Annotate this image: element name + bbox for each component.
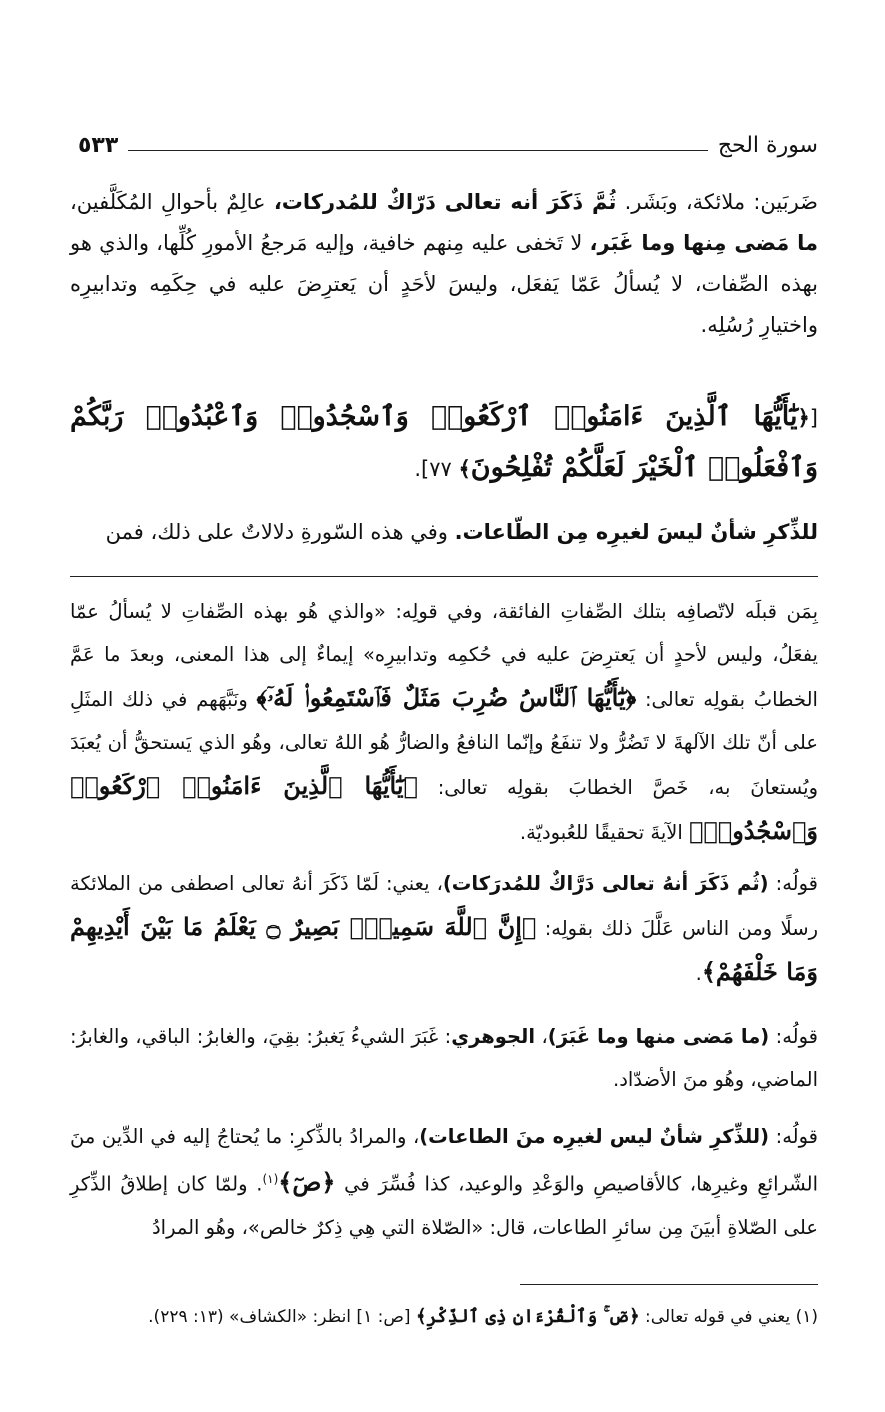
commentary-paragraph-3 <box>70 1015 818 1101</box>
c2-text-3: . <box>695 962 702 985</box>
c4-verse: ﴿صٓ﴾ <box>278 1167 336 1197</box>
c1-verse-1: ﴿يَٰٓأَيُّهَا ٱلنَّاسُ ضُرِبَ مَثَلٌ فَٱسْتَمِعُوا۟ لَهُۥٓ﴾ <box>256 683 637 712</box>
footnote <box>70 1302 818 1332</box>
c2-text-1: قولُه: <box>768 872 818 895</box>
c2-text-2: ، يعني: لَمّا ذَكَرَ أنهُ تعالى اصطفى من الملائكة رسلًا ومن الناس عَلَّلَ ذلك بقولِه: <box>70 872 819 940</box>
c4-text-1: قولُه: <box>769 1125 818 1148</box>
c4-bold: (للذِّكرِ شأنٌ ليس لغيرِه منَ الطاعات) <box>419 1125 770 1148</box>
surah-title: سورة الحج <box>717 133 818 158</box>
footnote-separator <box>520 1284 818 1285</box>
c1-text-3: الآيةَ تحقيقًا للعُبوديّة. <box>519 821 689 844</box>
c3-text-3: : غَبَرَ الشيءُ يَغبرُ: بقِيَ، والغابرُ: الباقي، والغابرُ: الماضي، وهُو منَ الأضدّاد. <box>70 1025 818 1091</box>
commentary-separator <box>70 576 818 577</box>
c1-verse-2: ﴿يَٰٓأَيُّهَا ٱلَّذِينَ ءَامَنُوا۟ ٱرْكَعُوا۟ وَٱسْجُدُوا۟﴾ <box>70 771 818 845</box>
c1-text-1: بِمَن قبلَه لاتّصافِه بتلك الصِّفاتِ الفائقة، وفي قولِه: «والذي هُو بهذه الصِّفاتِ لا يُسألُ عمّا يفعَلُ، وليس لأحدٍ أن يَعترِضَ عليه في حُكمِه وتدابيرِه» إيماءٌ إلى هذا المعنى، وبعدَ ما عَمَّ الخطابُ بقولِه تعالى: <box>70 600 818 711</box>
verse-number: ٧٧]. <box>414 457 459 481</box>
main-paragraph-2 <box>70 512 818 553</box>
commentary-paragraph-4 <box>70 1115 818 1249</box>
c3-text-1: قولُه: <box>769 1025 819 1048</box>
header-rule <box>128 150 708 151</box>
commentary-paragraph-2 <box>70 862 818 995</box>
p1-bold-1: ثُمَّ ذَكَرَ أنه تعالى دَرّاكٌ للمُدركات، <box>273 190 617 214</box>
verse-open-bracket: [ <box>809 406 818 430</box>
c4-text-2: ، والمرادُ بالذِّكرِ: ما يُحتاجُ إليه في الدِّين منَ الشّرائعِ وغيرِها، كالأقاصيصِ والوَعْدِ والوعيد، كذا فُسِّرَ في <box>70 1125 819 1196</box>
quran-verse-77: يَٰٓأَيُّهَا ٱلَّذِينَ ءَامَنُوا۟ ٱرْكَعُوا۟ وَٱسْجُدُوا۟ وَٱعْبُدُوا۟ رَبَّكُمْ وَٱفْعَلُوا۟ ٱلْخَيْرَ لَعَلَّكُمْ تُفْلِحُونَ <box>70 401 818 483</box>
ornate-bracket-open: ﴿ <box>797 405 810 430</box>
p1-text-1: ضَربَين: ملائكة، وبَشَر. <box>616 190 818 214</box>
footnote-verse: ﴿صٓ ۚ وَٱلْقُرْءَانِ ذِى ٱلذِّكْرِ﴾ <box>415 1306 640 1327</box>
c2-bold: (ثُم ذَكَرَ أنهُ تعالى دَرَّاكٌ للمُدرَكات) <box>442 872 769 895</box>
c3-text-2: ، <box>535 1025 548 1048</box>
verse-block <box>70 392 818 494</box>
c1-text-2: ونَبَّهَهم في ذلك المثَلِ على أنّ تلك الآلهةَ لا تَضُرُّ ولا تنفَعُ وإنّما النافعُ والضارُّ هُو اللهُ تعالى، وهُو الذي يَستحقُّ أن يُعبَدَ ويُستعانَ به، خَصَّ الخطابَ بقولِه تعالى: <box>70 688 818 799</box>
p2-text: وفي هذه السّورةِ دلالاتٌ على ذلك، فمن <box>105 520 455 544</box>
c4-text-3: . ولمّا كان إطلاقُ الذِّكرِ على الصّلاةِ أبيَنَ مِن سائرِ الطاعات، قال: «الصّلاة التي هِي ذِكرٌ خالص»، وهُو المرادُ <box>70 1172 818 1239</box>
footnote-text-1: (١) يعني في قوله تعالى: <box>639 1307 818 1327</box>
footnote-text-2: [ص: ١] انظر: «الكشاف» (١٣: ٢٢٩). <box>148 1307 416 1327</box>
c3-bold-2: الجوهري <box>451 1025 536 1048</box>
c2-verse: ﴿إِنَّ ٱللَّهَ سَمِيعٌۢ بَصِيرٌ ۝ يَعْلَمُ مَا بَيْنَ أَيْدِيهِمْ وَمَا خَلْفَهُمْ﴾ <box>70 912 818 986</box>
main-paragraph-1 <box>70 182 818 346</box>
commentary-paragraph-1 <box>70 590 818 854</box>
p1-text-2: عالِمٌ بأحوالِ المُكَلَّفين، <box>70 190 274 214</box>
p2-bold: للذِّكرِ شأنٌ ليسَ لغيرِه مِن الطّاعات. <box>454 520 818 544</box>
page-number: ٥٣٣ <box>78 133 119 158</box>
page-header <box>78 128 818 158</box>
footnote-marker[interactable]: (١) <box>262 1172 279 1186</box>
p1-bold-2: ما مَضى مِنها وما غَبَر، <box>589 231 818 255</box>
p1-text-3: لا تَخفى عليه مِنهم خافية، وإليه مَرجعُ الأمورِ كُلِّها، والذي هو بهذه الصِّفات، لا يُسألُ عَمّا يَفعَل، وليسَ لأحَدٍ أن يَعترِضَ عليه في حِكَمِه وتدابيرِه واختيارِ رُسُلِه. <box>70 231 818 337</box>
ornate-bracket-close: ﴾ <box>458 456 471 481</box>
c3-bold-1: (ما مَضى منها وما غَبَرَ) <box>547 1025 770 1048</box>
